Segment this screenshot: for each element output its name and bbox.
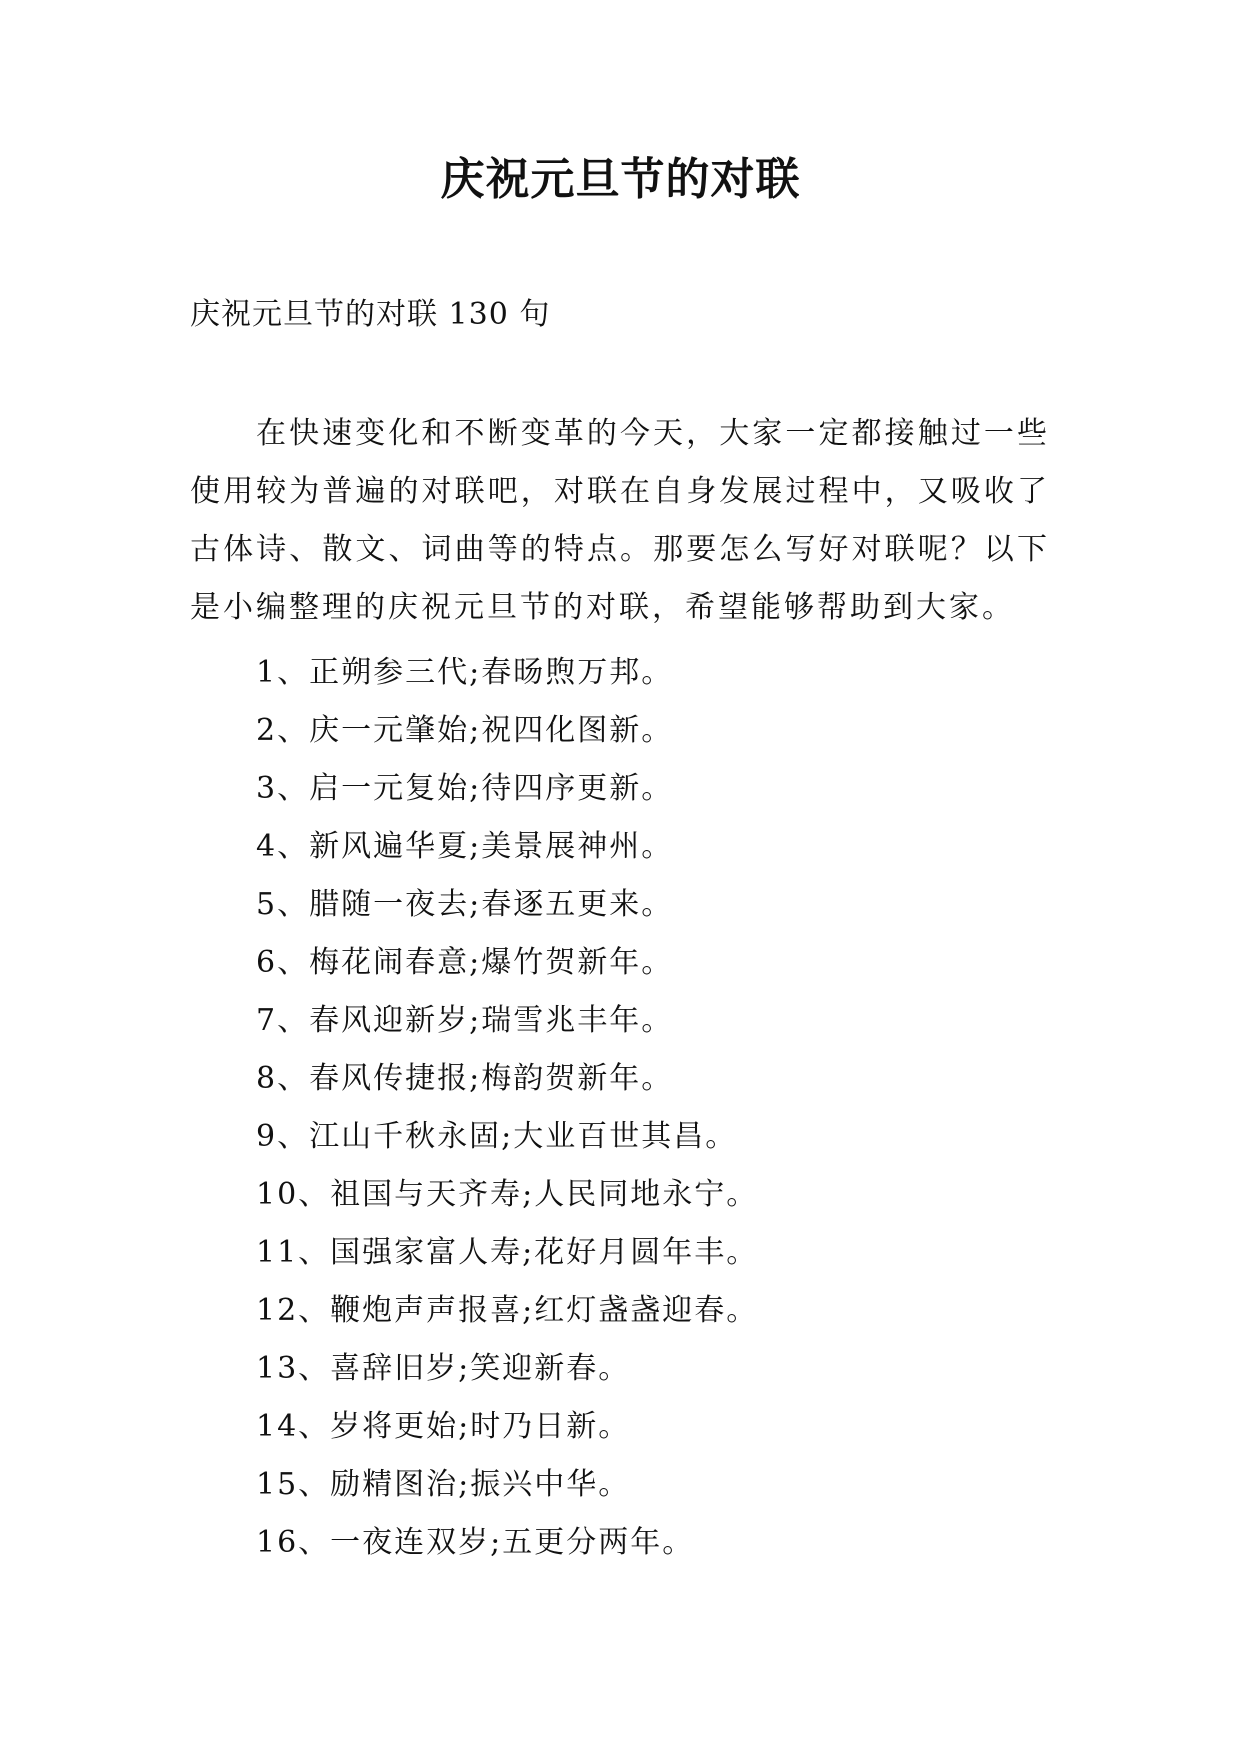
couplet-item: 8、春风传捷报;梅韵贺新年。 (256, 1061, 674, 1096)
couplet-item: 11、国强家富人寿;花好月圆年丰。 (256, 1235, 759, 1270)
couplet-item: 16、一夜连双岁;五更分两年。 (256, 1525, 695, 1560)
couplet-item: 4、新风遍华夏;美景展神州。 (256, 829, 674, 864)
couplet-item: 13、喜辞旧岁;笑迎新春。 (256, 1351, 631, 1386)
couplet-item: 9、江山千秋永固;大业百世其昌。 (256, 1119, 738, 1154)
couplet-item: 15、励精图治;振兴中华。 (256, 1467, 631, 1502)
intro-paragraph: 在快速变化和不断变革的今天，大家一定都接触过一些使用较为普遍的对联吧，对联在自身发展过程中，又吸收了古体诗、散文、词曲等的特点。那要怎么写好对联呢？以下是小编整理的庆祝元旦节的对联，希望能够帮助到大家。 (190, 416, 1050, 625)
page-title: 庆祝元旦节的对联 (440, 154, 801, 205)
couplet-item: 14、岁将更始;时乃日新。 (256, 1409, 631, 1444)
couplet-item: 12、鞭炮声声报喜;红灯盏盏迎春。 (256, 1293, 759, 1328)
couplet-list (256, 644, 758, 1572)
couplet-item: 6、梅花闹春意;爆竹贺新年。 (256, 945, 674, 980)
couplet-item: 2、庆一元肇始;祝四化图新。 (256, 713, 674, 748)
couplet-item: 5、腊随一夜去;春逐五更来。 (256, 887, 674, 922)
couplet-item: 1、正朔参三代;春旸煦万邦。 (256, 655, 674, 690)
document-subtitle: 庆祝元旦节的对联 130 句 (190, 297, 551, 332)
couplet-item: 10、祖国与天齐寿;人民同地永宁。 (256, 1177, 759, 1212)
couplet-item: 7、春风迎新岁;瑞雪兆丰年。 (256, 1003, 674, 1038)
couplet-item: 3、启一元复始;待四序更新。 (256, 771, 674, 806)
